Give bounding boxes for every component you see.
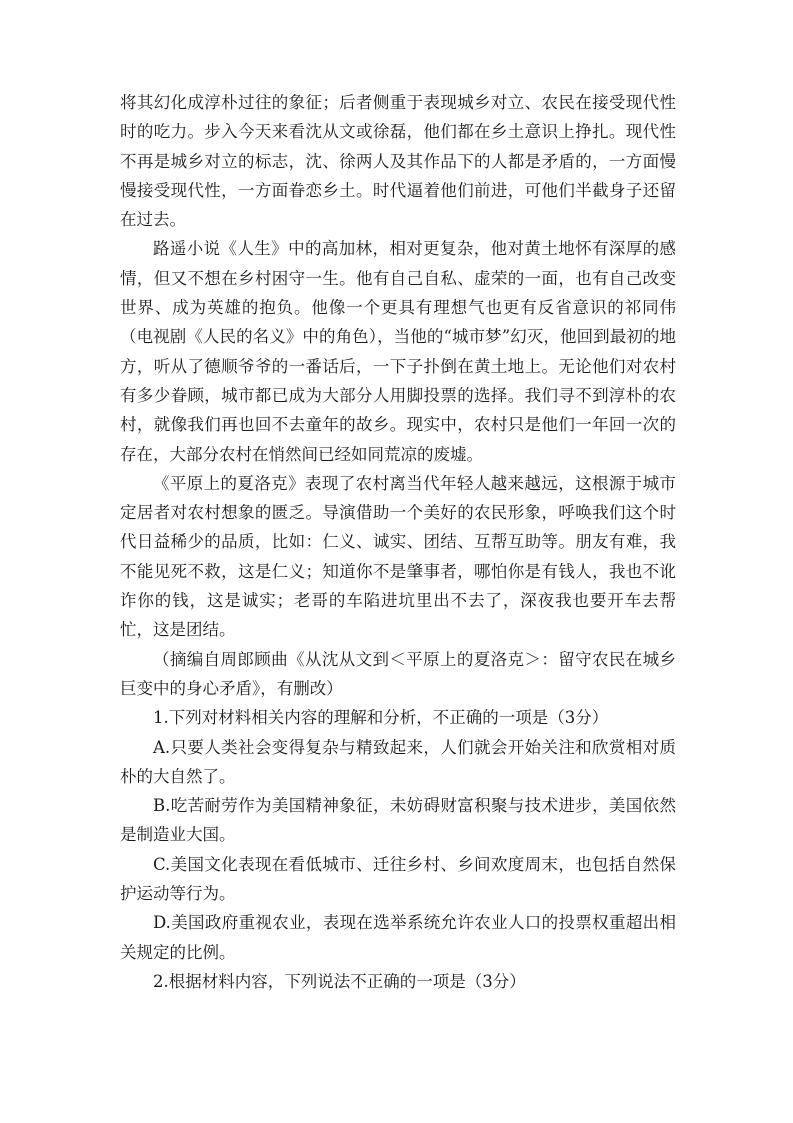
question-1-option-b: B.吃苦耐劳作为美国精神象征，未妨碍财富积聚与技术进步，美国依然是制造业大国。 — [120, 796, 676, 845]
question-1-option-a: A.只要人类社会变得复杂与精致起来，人们就会开始关注和欣赏相对质朴的大自然了。 — [120, 737, 676, 786]
question-2-stem: 2.根据材料内容，下列说法不正确的一项是（3分） — [153, 971, 526, 991]
paragraph-shen-xu: 将其幻化成淳朴过往的象征；后者侧重于表现城乡对立、农民在接受现代性时的吃力。步入今天来看沈从文或徐磊，他们都在乡土意识上挣扎。现代性不再是城乡对立的标志，沈、徐两人及其作品下的人都是矛盾的，一方面慢慢接受现代性，一方面眷恋乡土。时代逼着他们前进，可他们半截身子还留在过去。 — [120, 93, 676, 230]
document-body — [120, 88, 676, 996]
paragraph-sherlock: 《平原上的夏洛克》表现了农村离当代年轻人越来越远，这根源于城市定居者对农村想象的匮乏。导演借助一个美好的农民形象，呼唤我们这个时代日益稀少的品质，比如：仁义、诚实、团结、互帮互助等。朋友有难，我不能见死不救，这是仁义；知道你不是肇事者，哪怕你是有钱人，我也不讹诈你的钱，这是诚实；老哥的车陷进坑里出不去了，深夜我也要开车去帮忙，这是团结。 — [120, 473, 676, 640]
question-1-stem: 1.下列对材料相关内容的理解和分析，不正确的一项是（3分） — [153, 708, 609, 728]
question-1-option-d: D.美国政府重视农业，表现在选举系统允许农业人口的投票权重超出相关规定的比例。 — [120, 913, 676, 962]
paragraph-rensheng: 路遥小说《人生》中的高加林，相对更复杂，他对黄土地怀有深厚的感情，但又不想在乡村困守一生。他有自己自私、虚荣的一面，也有自己改变世界、成为英雄的抱负。他像一个更具有理想气也更有反省意识的祁同伟（电视剧《人民的名义》中的角色），当他的“城市梦”幻灭，他回到最初的地方，听从了德顺爷爷的一番话后，一下子扑倒在黄土地上。无论他们对农村有多少眷顾，城市都已成为大部分人用脚投票的选择。我们寻不到淳朴的农村，就像我们再也回不去童年的故乡。现实中，农村只是他们一年回一次的存在，大部分农村在悄然间已经如同荒凉的废墟。 — [120, 239, 676, 464]
question-1-option-c: C.美国文化表现在看低城市、迁往乡村、乡间欢度周末，也包括自然保护运动等行为。 — [120, 854, 676, 904]
source-citation: （摘编自周郎顾曲《从沈从文到＜平原上的夏洛克＞：留守农民在城乡巨变中的身心矛盾》，有删改） — [120, 649, 676, 698]
